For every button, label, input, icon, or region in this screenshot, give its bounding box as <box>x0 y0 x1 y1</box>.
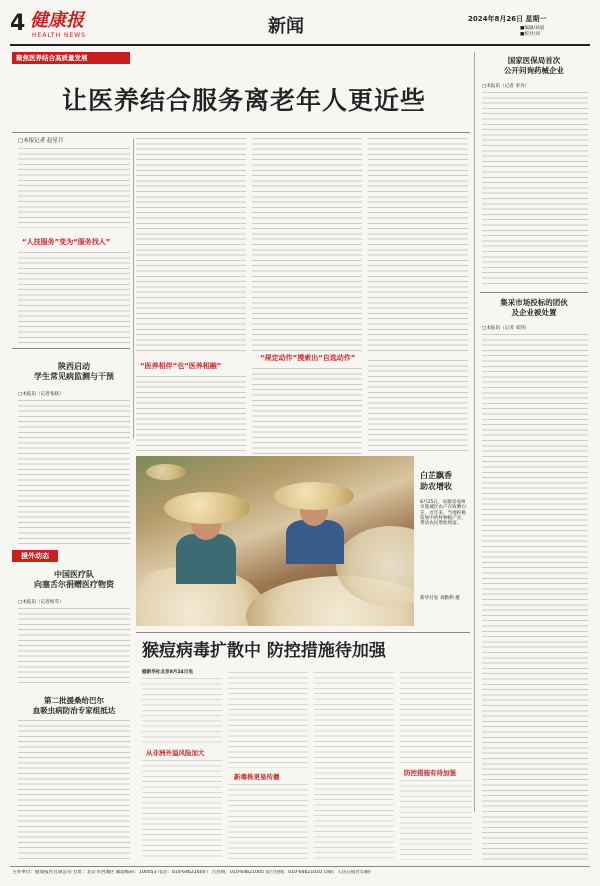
logo-subtitle: HEALTH NEWS <box>32 32 87 39</box>
article-column <box>18 148 130 228</box>
topic-banner-text: 聚焦医养结合高质量发展 <box>16 54 88 62</box>
left-intro-2: □本报讯（记者杨雪） <box>18 600 64 605</box>
article-column <box>482 92 588 288</box>
bottom-intro: 据新华社北京8月24日电 <box>142 670 193 675</box>
bottom-subhead-3: 防控措施有待加强 <box>404 769 456 777</box>
main-byline: □本报记者 赵星月 <box>18 138 64 144</box>
article-column <box>136 376 246 454</box>
photo-credit: 新华社发 刘勤利 摄 <box>420 596 460 601</box>
headline-rule <box>12 132 470 133</box>
bottom-headline: 猴痘病毒扩散中 防控措施待加强 <box>142 641 386 661</box>
article-column <box>368 360 468 454</box>
left-intro-1: □本报讯（记者张晓） <box>18 392 64 397</box>
footer-rule <box>10 866 590 867</box>
article-column <box>18 400 130 546</box>
right-headline-2: 集采市场投标的团伙 及企业被处置 <box>500 298 568 317</box>
article-column <box>18 608 130 686</box>
footer-info: 主办单位：健康报社有限公司 社址：北京市西城区 邮政编码：100053 电话：010-64621600 广告热线：010-64621005 发行热线：010-64621010 印刷：人民日报社印刷厂 <box>12 870 375 875</box>
straw-hat <box>164 492 250 524</box>
article-column <box>18 252 130 344</box>
subhead-1: “人技服务”变为“服务找人” <box>22 238 111 246</box>
bottom-subhead-2: 新毒株更易传播 <box>234 773 280 781</box>
proof-credit: ■校对/刘 <box>520 32 540 37</box>
article-column <box>400 672 472 764</box>
subhead-2: “医养相伴”也“医养相融” <box>140 362 222 370</box>
article-column <box>252 368 362 454</box>
article-column <box>142 678 222 744</box>
photo-caption-text: 8月25日，安徽省亳州市谯城区农户在收晒白芷。近年来，当地积极发展中药材种植产业，带动农民增收致富。 <box>420 500 466 527</box>
farmer-shirt <box>286 520 344 564</box>
right-intro-1: □本报讯（记者 李丹） <box>482 84 530 89</box>
left-headline-2: 中国医疗队 向塞舌尔捐赠医疗物资 <box>34 570 114 589</box>
topic-banner <box>12 52 130 64</box>
right-headline-1: 国家医保局首次 公开问询药械企业 <box>504 56 564 75</box>
article-column <box>18 720 130 860</box>
left-headline-3: 第二批援桑给巴尔 血吸虫病防治专家组抵达 <box>32 696 116 715</box>
article-column <box>482 334 588 860</box>
masthead-rule <box>10 44 590 46</box>
article-column <box>228 672 308 768</box>
article-column <box>228 784 308 860</box>
subhead-3: “规定动作”摸索出“自选动作” <box>260 354 356 362</box>
section-rule <box>136 632 470 633</box>
section-title: 新闻 <box>268 16 304 37</box>
editor-credit: ■编辑/孙晨 <box>520 26 545 31</box>
main-headline: 让医养结合服务离老年人更近些 <box>62 86 427 115</box>
column-divider <box>474 52 475 812</box>
news-photo <box>136 456 414 626</box>
photo-caption-title: 白芷飘香 助农增收 <box>420 471 452 491</box>
straw-hat <box>274 482 354 510</box>
article-column <box>142 760 222 860</box>
article-column <box>400 780 472 860</box>
article-column <box>314 672 394 860</box>
farmer-shirt <box>176 534 236 584</box>
article-column <box>252 138 362 353</box>
straw-hat <box>146 464 186 480</box>
issue-date: 2024年8月26日 星期一 <box>468 15 547 23</box>
bottom-subhead-1: 从非洲外溢风险加大 <box>146 749 205 757</box>
left-headline-1: 陕西启动 学生常见病监测与干预 <box>34 362 114 381</box>
section-rule <box>12 348 130 349</box>
section-rule <box>480 292 588 293</box>
aid-banner <box>12 550 58 562</box>
right-intro-2: □本报讯（记者 邓剑） <box>482 326 530 331</box>
aid-banner-text: 援外动态 <box>21 552 49 560</box>
column-divider <box>133 138 134 438</box>
article-column <box>368 138 468 353</box>
article-column <box>136 138 246 353</box>
page-number: 4 <box>10 11 26 36</box>
newspaper-logo: 健康报 <box>30 10 84 31</box>
